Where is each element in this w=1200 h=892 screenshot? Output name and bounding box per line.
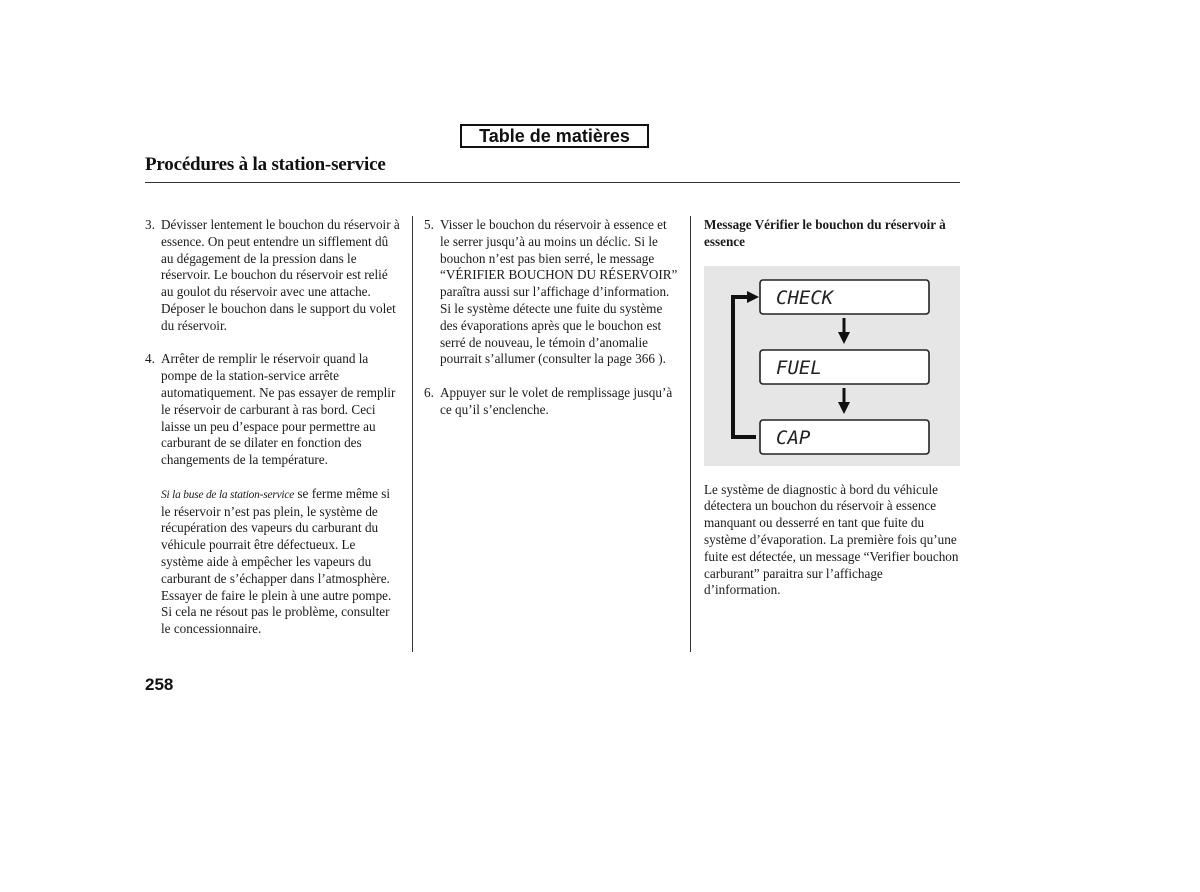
column-divider-right [690, 216, 691, 652]
step-number: 5. [424, 217, 434, 232]
lcd-box-cap [760, 420, 929, 454]
lcd-text-cap: CAP [776, 426, 811, 449]
step-number: 6. [424, 384, 434, 400]
step-text: Visser le bouchon du réservoir à essence et le serrer jusqu’à au moins un déclic. Si le bouchon n’est pas bien serré, le message “VÉRIFIER BOUCHON DU RÉSERVOIR” paraîtra aussi sur l’affichage d’information. Si le système détecte une fuite du système des évaporations après que le bouchon est serré de nouveau, le témoin d’anomalie pourrait s’allumer (consulter la page 366 ). [440, 217, 678, 367]
step-text: Arrêter de remplir le réservoir quand la pompe de la station-service arrête automatiquement. Ne pas essayer de remplir le réservoir de carburant à ras bord. Ceci laisse un peu d’espace pour permettre au carburant de se dilater en fonction des changements de la température. [161, 351, 396, 468]
nozzle-note [145, 486, 400, 638]
column-right [704, 217, 961, 599]
table-of-contents-link[interactable]: Table de matières [460, 124, 649, 148]
section-title: Procédures à la station-service [145, 154, 386, 175]
column-divider-left [412, 216, 413, 652]
step-number: 4. [145, 351, 155, 367]
column-left [145, 217, 400, 638]
diagnostic-caption: Le système de diagnostic à bord du véhicule détectera un bouchon du réservoir à essence manquant ou desserré en tant que fuite du système d’évaporation. La première fois qu’une fuite est détectée, un message “Verifier bouchon carburant” paraitra sur l’affichage d’information. [704, 481, 959, 598]
step-text: Appuyer sur le volet de remplissage jusqu’à ce qu’il s’enclenche. [440, 384, 673, 417]
step-4 [145, 351, 400, 469]
lcd-box-fuel [760, 350, 929, 384]
lcd-box-check [760, 280, 929, 314]
check-fuel-cap-display-diagram [704, 266, 960, 466]
lcd-text-fuel: FUEL [776, 356, 822, 379]
header-rule [145, 182, 960, 183]
note-text: se ferme même si le réservoir n’est pas plein, le système de récupération des vapeurs du carburant du véhicule pourrait être défectueux. Le système aide à empêcher les vapeurs du carburant de s’échapper dans l’atmosphère. Essayer de faire le plein à une autre pompe. Si cela ne résout pas le problème, consulter le concessionnaire. [161, 485, 392, 637]
column-middle [424, 217, 678, 435]
step-5 [424, 217, 678, 368]
note-lead: Si la buse de la station-service [161, 488, 295, 501]
step-6 [424, 385, 678, 419]
step-3 [145, 217, 400, 335]
step-text: Dévisser lentement le bouchon du réservoir à essence. On peut entendre un sifflement dû au dégagement de la pression dans le réservoir. Le bouchon du réservoir est relié au goulot du réservoir avec une attache. Déposer le bouchon dans le support du volet du réservoir. [161, 217, 400, 333]
lcd-text-check: CHECK [776, 286, 834, 309]
message-heading: Message Vérifier le bouchon du réservoir à essence [704, 217, 946, 249]
step-number: 3. [145, 217, 155, 232]
page-number: 258 [145, 675, 174, 694]
